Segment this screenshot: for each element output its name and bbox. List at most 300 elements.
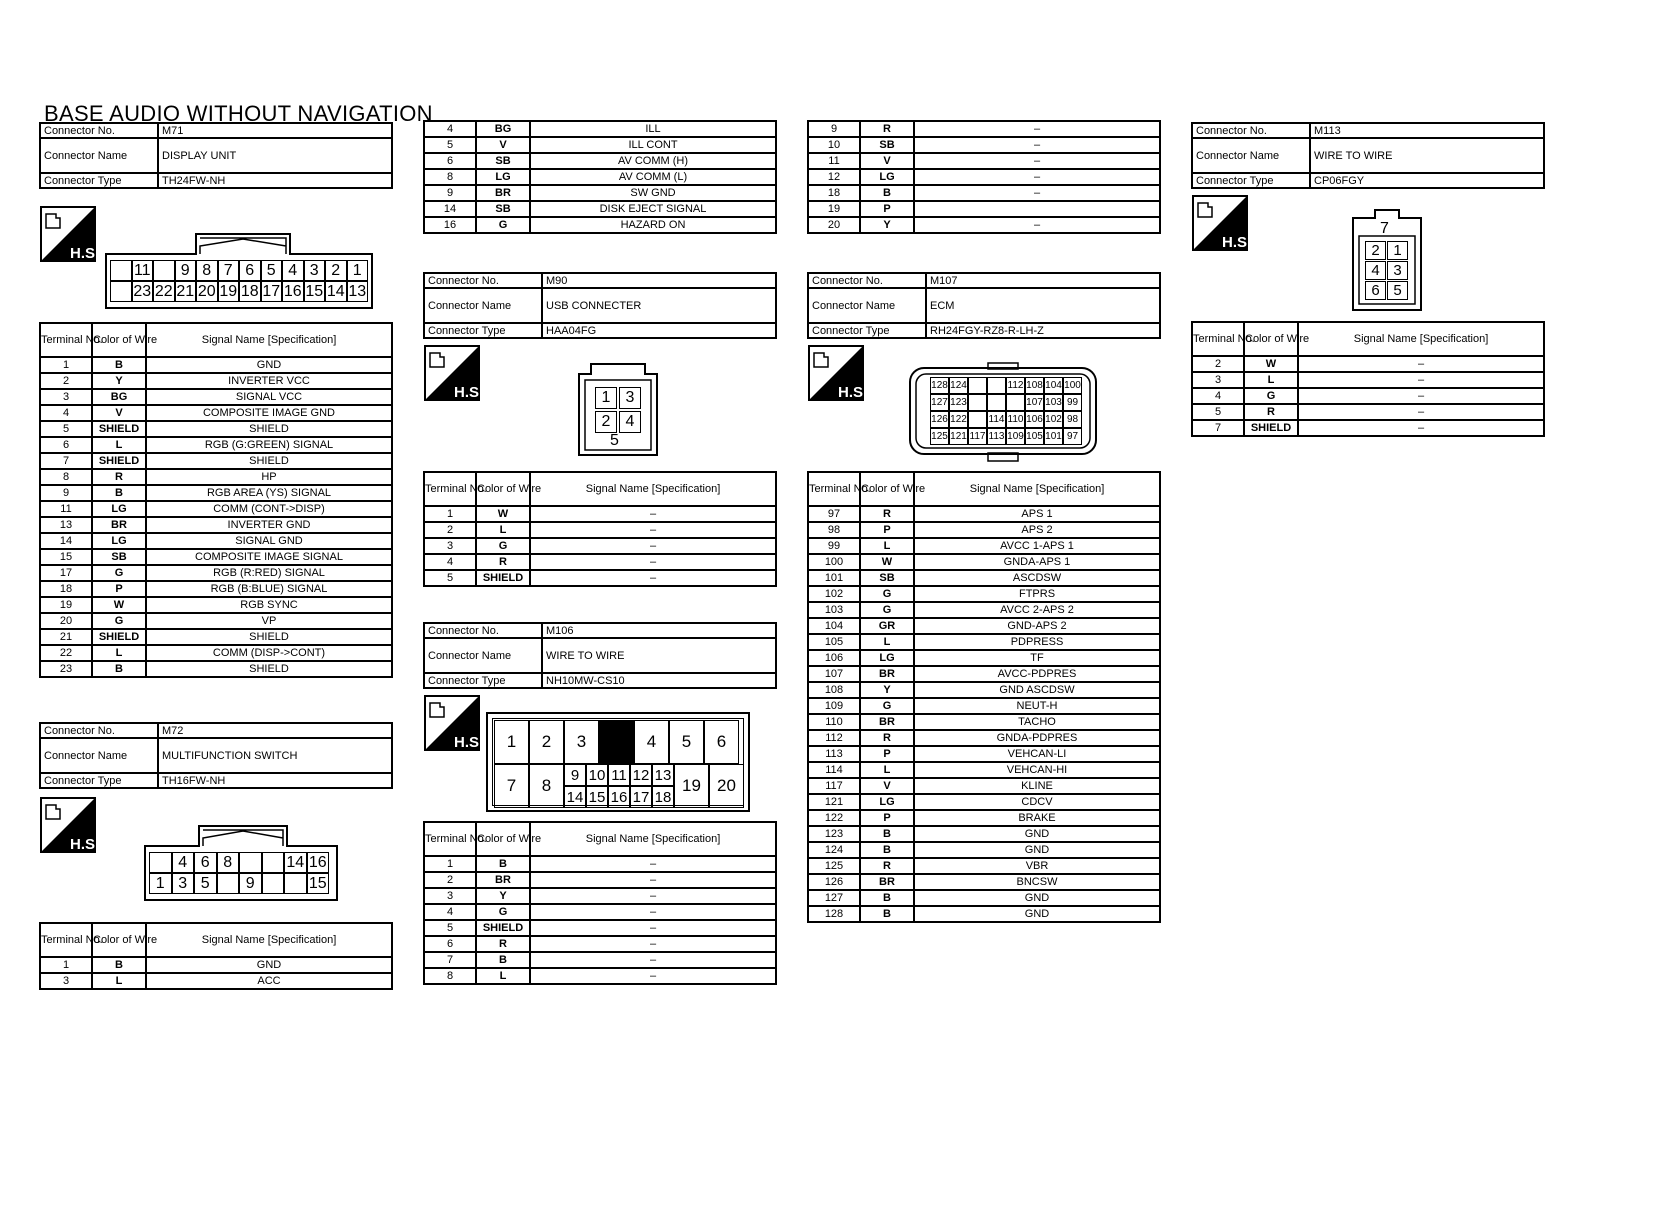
table-row — [424, 888, 776, 904]
terminal-cell: 3 — [424, 538, 476, 554]
terminal-cell: 20 — [40, 613, 92, 629]
color-cell: L — [860, 762, 914, 778]
terminal-cell: 1 — [40, 357, 92, 373]
terminal-cell: 2 — [1192, 356, 1244, 372]
connector-pin: 108 — [1025, 377, 1044, 394]
terminal-cell: 8 — [424, 968, 476, 984]
color-cell: L — [476, 968, 530, 984]
hs-label: H.S. — [454, 384, 484, 401]
connector-pin: 4 — [619, 411, 641, 433]
terminal-cell: 7 — [424, 952, 476, 968]
connector-pin: 124 — [949, 377, 968, 394]
terminal-cell: 121 — [808, 794, 860, 810]
terminal-cell: 106 — [808, 650, 860, 666]
signal-cell: – — [1298, 372, 1544, 388]
color-cell: P — [860, 810, 914, 826]
terminal-cell: 23 — [40, 661, 92, 677]
col-signal: Signal Name [Specification] — [530, 822, 776, 856]
connector-no-label: Connector No. — [424, 623, 542, 638]
connector-type-value: TH16FW-NH — [158, 773, 392, 788]
color-cell: R — [1244, 404, 1298, 420]
table-row — [808, 185, 1160, 201]
terminal-cell: 3 — [40, 973, 92, 989]
signal-cell: NEUT-H — [914, 698, 1160, 714]
table-row — [424, 185, 776, 201]
table-row — [424, 904, 776, 920]
signal-cell: – — [914, 137, 1160, 153]
color-cell: LG — [860, 650, 914, 666]
m106-connector-face — [486, 712, 750, 812]
connector-pin: 104 — [1044, 377, 1063, 394]
terminal-cell: 22 — [40, 645, 92, 661]
table-row — [40, 613, 392, 629]
col-signal: Signal Name [Specification] — [530, 472, 776, 506]
color-cell: LG — [476, 169, 530, 185]
connector-pin: 4 — [1365, 261, 1386, 280]
terminal-cell: 7 — [40, 453, 92, 469]
connector-pin: 5 — [194, 873, 217, 894]
signal-cell: – — [530, 968, 776, 984]
color-cell: L — [92, 437, 146, 453]
color-cell: B — [476, 952, 530, 968]
harness-side-icon — [1192, 195, 1252, 251]
table-row — [808, 538, 1160, 554]
terminal-cell: 18 — [808, 185, 860, 201]
color-cell: LG — [860, 794, 914, 810]
table-row — [424, 217, 776, 233]
connector-pin: 18 — [652, 786, 674, 808]
table-row — [1192, 404, 1544, 420]
terminal-cell: 113 — [808, 746, 860, 762]
connector-type-label: Connector Type — [40, 173, 158, 188]
col-terminal: Terminal No. — [424, 472, 476, 506]
connector-pin: 100 — [1063, 377, 1082, 394]
terminal-cell: 100 — [808, 554, 860, 570]
connector-pin: 2 — [325, 260, 347, 281]
connector-pin: 97 — [1063, 428, 1082, 445]
table-row — [808, 810, 1160, 826]
signal-cell: AVCC 1-APS 1 — [914, 538, 1160, 554]
table-row — [808, 890, 1160, 906]
color-cell: BR — [860, 666, 914, 682]
connector-pin — [284, 873, 307, 894]
terminal-cell: 9 — [424, 185, 476, 201]
color-cell: BG — [92, 389, 146, 405]
col-terminal: Terminal No. — [808, 472, 860, 506]
signal-cell: SHIELD — [146, 421, 392, 437]
m107-terminal-table — [807, 471, 1161, 923]
signal-cell — [914, 201, 1160, 217]
terminal-cell: 117 — [808, 778, 860, 794]
col-signal: Signal Name [Specification] — [914, 472, 1160, 506]
col-color: Color of Wire — [476, 472, 530, 506]
table-row — [424, 201, 776, 217]
color-cell: B — [860, 906, 914, 922]
connector-pin: 3 — [304, 260, 326, 281]
signal-cell: BRAKE — [914, 810, 1160, 826]
connector-pin: 9 — [564, 764, 586, 786]
pin-label-5: 5 — [610, 432, 619, 449]
color-cell: B — [860, 826, 914, 842]
connector-type-label: Connector Type — [424, 673, 542, 688]
connector-pin: 112 — [1006, 377, 1025, 394]
terminal-cell: 14 — [40, 533, 92, 549]
color-cell: BR — [92, 517, 146, 533]
terminal-cell: 5 — [424, 570, 476, 586]
color-cell: BR — [476, 872, 530, 888]
connector-pin: 9 — [175, 260, 197, 281]
color-cell: P — [860, 522, 914, 538]
color-cell: R — [860, 506, 914, 522]
table-row — [808, 666, 1160, 682]
connector-pin: 123 — [949, 394, 968, 411]
terminal-cell: 14 — [424, 201, 476, 217]
connector-pin: 3 — [564, 720, 599, 764]
signal-cell: ASCDSW — [914, 570, 1160, 586]
signal-cell: VEHCAN-LI — [914, 746, 1160, 762]
connector-pin: 8 — [217, 852, 240, 873]
connector-pin: 121 — [949, 428, 968, 445]
connector-pin: 114 — [987, 411, 1006, 428]
col-terminal: Terminal No. — [40, 923, 92, 957]
connector-pin — [987, 377, 1006, 394]
connector-pin: 14 — [325, 281, 347, 302]
table-row — [424, 872, 776, 888]
col-color: Color of Wire — [92, 323, 146, 357]
table-row — [40, 357, 392, 373]
connector-pin: 102 — [1044, 411, 1063, 428]
color-cell: SB — [860, 137, 914, 153]
terminal-cell: 123 — [808, 826, 860, 842]
terminal-cell: 4 — [40, 405, 92, 421]
color-cell: SHIELD — [92, 453, 146, 469]
terminal-cell: 109 — [808, 698, 860, 714]
connector-name-value: MULTIFUNCTION SWITCH — [158, 738, 392, 773]
connector-name-value: USB CONNECTER — [542, 288, 776, 323]
color-cell: G — [92, 613, 146, 629]
terminal-cell: 5 — [424, 137, 476, 153]
terminal-cell: 2 — [424, 522, 476, 538]
signal-cell: GND — [914, 906, 1160, 922]
connector-pin — [110, 281, 132, 302]
connector-name-label: Connector Name — [40, 138, 158, 173]
color-cell: P — [92, 581, 146, 597]
signal-cell: INVERTER GND — [146, 517, 392, 533]
table-row — [424, 968, 776, 984]
table-row — [808, 554, 1160, 570]
color-cell: SHIELD — [476, 920, 530, 936]
signal-cell: APS 2 — [914, 522, 1160, 538]
table-row — [40, 469, 392, 485]
terminal-cell: 114 — [808, 762, 860, 778]
table-row — [808, 746, 1160, 762]
connector-pin: 16 — [307, 852, 330, 873]
connector-name-label: Connector Name — [424, 288, 542, 323]
table-row — [424, 952, 776, 968]
connector-pin — [153, 260, 175, 281]
signal-cell: GNDA-PDPRES — [914, 730, 1160, 746]
color-cell: L — [476, 522, 530, 538]
connector-pin: 1 — [347, 260, 369, 281]
color-cell: G — [860, 586, 914, 602]
connector-no-label: Connector No. — [424, 273, 542, 288]
table-row — [40, 645, 392, 661]
table-row — [808, 906, 1160, 922]
connector-no-label: Connector No. — [40, 123, 158, 138]
color-cell: Y — [476, 888, 530, 904]
signal-cell: GND — [146, 957, 392, 973]
connector-pin: 3 — [619, 387, 641, 409]
connector-name-label: Connector Name — [424, 638, 542, 673]
terminal-cell: 8 — [40, 469, 92, 485]
color-cell: W — [92, 597, 146, 613]
signal-cell: GND — [914, 826, 1160, 842]
color-cell: L — [860, 634, 914, 650]
connector-pin: 23 — [132, 281, 154, 302]
connector-no-label: Connector No. — [40, 723, 158, 738]
table-row — [40, 389, 392, 405]
connector-pin: 14 — [284, 852, 307, 873]
table-row — [40, 957, 392, 973]
color-cell: B — [92, 357, 146, 373]
color-cell: BR — [860, 714, 914, 730]
color-cell: B — [92, 957, 146, 973]
table-row — [40, 437, 392, 453]
signal-cell: – — [914, 169, 1160, 185]
connector-pin: 1 — [1387, 241, 1408, 260]
terminal-cell: 128 — [808, 906, 860, 922]
color-cell: G — [860, 602, 914, 618]
table-row — [808, 842, 1160, 858]
connector-pin: 4 — [172, 852, 195, 873]
terminal-cell: 9 — [40, 485, 92, 501]
page-title: BASE AUDIO WITHOUT NAVIGATION — [44, 101, 433, 126]
terminal-cell: 4 — [424, 554, 476, 570]
signal-cell: BNCSW — [914, 874, 1160, 890]
color-cell: V — [92, 405, 146, 421]
connector-no-value: M71 — [158, 123, 392, 138]
terminal-cell: 9 — [808, 121, 860, 137]
signal-cell: – — [1298, 388, 1544, 404]
m71-continued-table — [423, 120, 777, 234]
connector-pin: 5 — [1387, 281, 1408, 300]
signal-cell: HAZARD ON — [530, 217, 776, 233]
table-row — [808, 217, 1160, 233]
connector-pin: 109 — [1006, 428, 1025, 445]
signal-cell: COMM (CONT->DISP) — [146, 501, 392, 517]
color-cell: Y — [860, 682, 914, 698]
color-cell: L — [92, 973, 146, 989]
terminal-cell: 13 — [40, 517, 92, 533]
signal-cell: – — [530, 554, 776, 570]
table-row — [808, 634, 1160, 650]
signal-cell: DISK EJECT SIGNAL — [530, 201, 776, 217]
connector-pin: 13 — [347, 281, 369, 302]
connector-pin — [968, 411, 987, 428]
signal-cell: TACHO — [914, 714, 1160, 730]
color-cell: L — [860, 538, 914, 554]
connector-pin: 1 — [494, 720, 529, 764]
color-cell: G — [1244, 388, 1298, 404]
m107-connector-face — [908, 362, 1098, 462]
color-cell: SB — [860, 570, 914, 586]
table-row — [808, 522, 1160, 538]
signal-cell: RGB AREA (YS) SIGNAL — [146, 485, 392, 501]
signal-cell: – — [914, 121, 1160, 137]
m90-connector-face — [577, 362, 659, 457]
connector-type-label: Connector Type — [1192, 173, 1310, 188]
table-row — [808, 874, 1160, 890]
color-cell: R — [92, 469, 146, 485]
signal-cell: VP — [146, 613, 392, 629]
col-color: Color of Wire — [476, 822, 530, 856]
terminal-cell: 104 — [808, 618, 860, 634]
signal-cell: SIGNAL VCC — [146, 389, 392, 405]
table-row — [424, 538, 776, 554]
connector-pin: 9 — [239, 873, 262, 894]
connector-pin: 20 — [196, 281, 218, 302]
signal-cell: – — [1298, 420, 1544, 436]
m71-terminal-table — [39, 322, 393, 678]
connector-pin: 11 — [132, 260, 154, 281]
m90-continued-table — [807, 120, 1161, 234]
signal-cell: TF — [914, 650, 1160, 666]
col-signal: Signal Name [Specification] — [1298, 322, 1544, 356]
connector-pin — [262, 873, 285, 894]
connector-no-label: Connector No. — [1192, 123, 1310, 138]
connector-pin: 15 — [586, 786, 608, 808]
table-row — [808, 730, 1160, 746]
signal-cell: SHIELD — [146, 661, 392, 677]
color-cell: SHIELD — [92, 629, 146, 645]
connector-type-value: TH24FW-NH — [158, 173, 392, 188]
table-row — [808, 618, 1160, 634]
signal-cell: – — [530, 506, 776, 522]
m113-info — [1191, 122, 1545, 189]
signal-cell: – — [530, 888, 776, 904]
table-row — [1192, 372, 1544, 388]
table-row — [424, 554, 776, 570]
color-cell: SB — [92, 549, 146, 565]
signal-cell: ACC — [146, 973, 392, 989]
terminal-cell: 4 — [424, 121, 476, 137]
hs-label: H.S. — [70, 836, 100, 853]
connector-pin: 127 — [930, 394, 949, 411]
color-cell: BR — [860, 874, 914, 890]
connector-type-label: Connector Type — [808, 323, 926, 338]
connector-pin: 16 — [282, 281, 304, 302]
connector-name-label: Connector Name — [1192, 138, 1310, 173]
color-cell: V — [476, 137, 530, 153]
color-cell: BR — [476, 185, 530, 201]
m72-terminal-table — [39, 922, 393, 990]
m90-terminal-table — [423, 471, 777, 587]
color-cell: R — [860, 858, 914, 874]
connector-pin: 113 — [987, 428, 1006, 445]
signal-cell: – — [530, 936, 776, 952]
signal-cell: ILL — [530, 121, 776, 137]
color-cell: B — [860, 842, 914, 858]
signal-cell: – — [530, 920, 776, 936]
connector-name-label: Connector Name — [40, 738, 158, 773]
table-row — [808, 714, 1160, 730]
harness-side-icon — [40, 206, 100, 262]
harness-side-icon — [808, 345, 868, 401]
signal-cell: – — [530, 856, 776, 872]
signal-cell: – — [1298, 404, 1544, 420]
connector-pin: 3 — [172, 873, 195, 894]
table-row — [40, 549, 392, 565]
signal-cell: COMPOSITE IMAGE SIGNAL — [146, 549, 392, 565]
signal-cell: APS 1 — [914, 506, 1160, 522]
table-row — [808, 153, 1160, 169]
signal-cell: AV COMM (L) — [530, 169, 776, 185]
terminal-cell: 112 — [808, 730, 860, 746]
col-signal: Signal Name [Specification] — [146, 323, 392, 357]
table-row — [424, 920, 776, 936]
signal-cell: SIGNAL GND — [146, 533, 392, 549]
color-cell: R — [860, 730, 914, 746]
table-row — [424, 522, 776, 538]
terminal-cell: 16 — [424, 217, 476, 233]
connector-pin: 12 — [630, 764, 652, 786]
connector-pin: 125 — [930, 428, 949, 445]
signal-cell: KLINE — [914, 778, 1160, 794]
color-cell: GR — [860, 618, 914, 634]
m113-connector-face — [1351, 208, 1423, 312]
terminal-cell: 2 — [40, 373, 92, 389]
signal-cell: GND — [914, 890, 1160, 906]
connector-no-value: M72 — [158, 723, 392, 738]
connector-pin: 17 — [261, 281, 283, 302]
signal-cell: – — [914, 153, 1160, 169]
terminal-cell: 125 — [808, 858, 860, 874]
terminal-cell: 97 — [808, 506, 860, 522]
color-cell: SB — [476, 153, 530, 169]
terminal-cell: 6 — [424, 936, 476, 952]
connector-pin: 2 — [1365, 241, 1386, 260]
connector-pin: 15 — [304, 281, 326, 302]
terminal-cell: 20 — [808, 217, 860, 233]
connector-no-value: M107 — [926, 273, 1160, 288]
connector-pin: 106 — [1025, 411, 1044, 428]
color-cell: R — [476, 554, 530, 570]
connector-pin: 110 — [1006, 411, 1025, 428]
terminal-cell: 110 — [808, 714, 860, 730]
terminal-cell: 1 — [424, 856, 476, 872]
connector-pin: 128 — [930, 377, 949, 394]
terminal-cell: 15 — [40, 549, 92, 565]
table-row — [1192, 356, 1544, 372]
terminal-cell: 1 — [424, 506, 476, 522]
table-row — [40, 373, 392, 389]
connector-pin: 20 — [709, 764, 744, 808]
signal-cell: AVCC 2-APS 2 — [914, 602, 1160, 618]
m113-terminal-table — [1191, 321, 1545, 437]
connector-pin: 107 — [1025, 394, 1044, 411]
signal-cell: COMM (DISP->CONT) — [146, 645, 392, 661]
terminal-cell: 19 — [808, 201, 860, 217]
hs-label: H.S. — [70, 245, 100, 262]
connector-type-value: NH10MW-CS10 — [542, 673, 776, 688]
color-cell: P — [860, 201, 914, 217]
signal-cell: COMPOSITE IMAGE GND — [146, 405, 392, 421]
signal-cell: VEHCAN-HI — [914, 762, 1160, 778]
terminal-cell: 127 — [808, 890, 860, 906]
connector-pin: 11 — [608, 764, 630, 786]
table-row — [40, 533, 392, 549]
connector-name-value: DISPLAY UNIT — [158, 138, 392, 173]
